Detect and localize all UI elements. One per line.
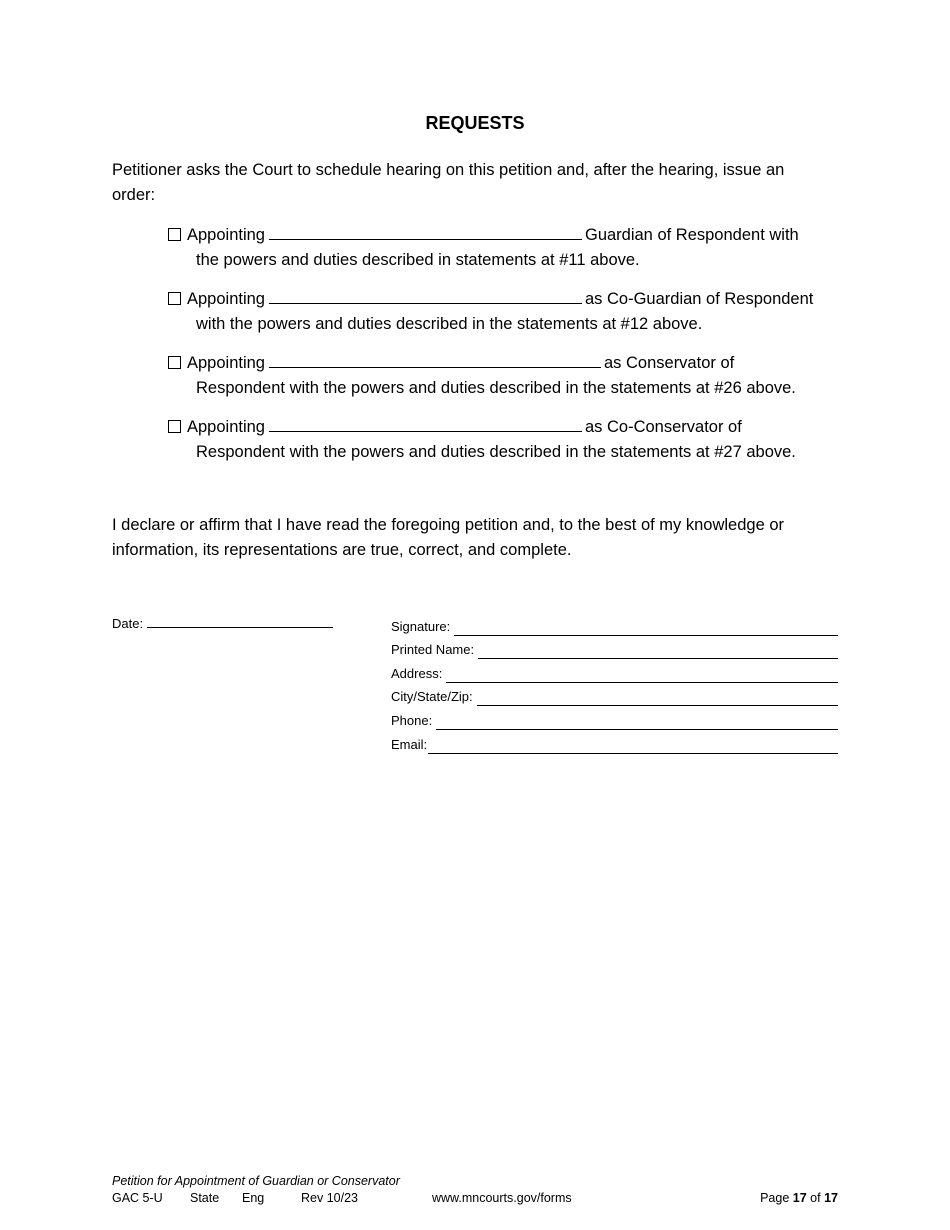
signature-input[interactable] — [454, 621, 838, 636]
email-input[interactable] — [428, 739, 838, 754]
request-checkbox[interactable] — [168, 292, 181, 305]
page-current: 17 — [792, 1191, 807, 1205]
date-field-row — [112, 612, 333, 633]
request-description: the powers and duties described in statements at #11 above. — [196, 251, 640, 269]
city-state-zip-label: City/State/Zip: — [391, 689, 473, 705]
request-label: Appointing — [187, 418, 265, 436]
request-description: Respondent with the powers and duties described in the statements at #26 above. — [196, 379, 796, 397]
intro-paragraph: Petitioner asks the Court to schedule hearing on this petition and, after the hearing, issue an order: — [112, 161, 785, 204]
appointee-name-field[interactable] — [269, 222, 582, 240]
request-role-text: as Co-Guardian of Respondent — [584, 290, 814, 308]
page-total: 17 — [824, 1191, 838, 1205]
city-state-zip-row — [391, 683, 838, 707]
request-role-text: as Conservator of — [603, 354, 735, 372]
footer-website-link[interactable]: www.mncourts.gov/forms — [432, 1191, 572, 1205]
date-label: Date: — [112, 616, 144, 631]
page-title: REQUESTS — [425, 113, 525, 133]
footer-form-title: Petition for Appointment of Guardian or Conservator — [112, 1174, 400, 1188]
request-checkbox[interactable] — [168, 420, 181, 433]
printed-name-label: Printed Name: — [391, 642, 475, 658]
page-footer — [112, 1173, 838, 1207]
signature-label: Signature: — [391, 618, 451, 634]
request-role-text: Guardian of Respondent with — [584, 226, 799, 244]
request-label: Appointing — [187, 290, 265, 308]
page-prefix: Page — [760, 1191, 790, 1205]
address-input[interactable] — [446, 668, 838, 683]
phone-label: Phone: — [391, 712, 433, 728]
city-state-zip-input[interactable] — [477, 691, 838, 706]
footer-page-number — [760, 1190, 838, 1207]
address-row — [391, 659, 838, 683]
footer-form-code: GAC 5-U — [112, 1191, 163, 1205]
declaration-paragraph: I declare or affirm that I have read the foregoing petition and, to the best of my knowledge or information, its representations are true, correct, and complete. — [112, 516, 785, 559]
request-item — [168, 286, 838, 337]
request-item — [168, 222, 838, 273]
request-item — [168, 414, 838, 465]
appointee-name-field[interactable] — [269, 286, 582, 304]
request-role-text: as Co-Conservator of — [584, 418, 742, 436]
footer-language: Eng — [242, 1191, 265, 1205]
address-label: Address: — [391, 665, 443, 681]
request-checkbox[interactable] — [168, 228, 181, 241]
appointee-name-field[interactable] — [269, 350, 601, 368]
request-description: with the powers and duties described in the statements at #12 above. — [196, 315, 703, 333]
request-item — [168, 350, 838, 401]
request-description: Respondent with the powers and duties described in the statements at #27 above. — [196, 443, 796, 461]
signature-row — [391, 612, 838, 636]
signature-block — [391, 612, 838, 754]
printed-name-row — [391, 636, 838, 660]
footer-jurisdiction: State — [190, 1191, 220, 1205]
email-label: Email: — [391, 736, 428, 752]
request-label: Appointing — [187, 226, 265, 244]
printed-name-input[interactable] — [478, 644, 838, 659]
page-of: of — [810, 1191, 821, 1205]
phone-row — [391, 706, 838, 730]
footer-revision: Rev 10/23 — [301, 1191, 358, 1205]
email-row — [391, 730, 838, 754]
request-label: Appointing — [187, 354, 265, 372]
date-input[interactable] — [147, 612, 333, 628]
phone-input[interactable] — [436, 715, 838, 730]
request-checkbox[interactable] — [168, 356, 181, 369]
appointee-name-field[interactable] — [269, 414, 582, 432]
